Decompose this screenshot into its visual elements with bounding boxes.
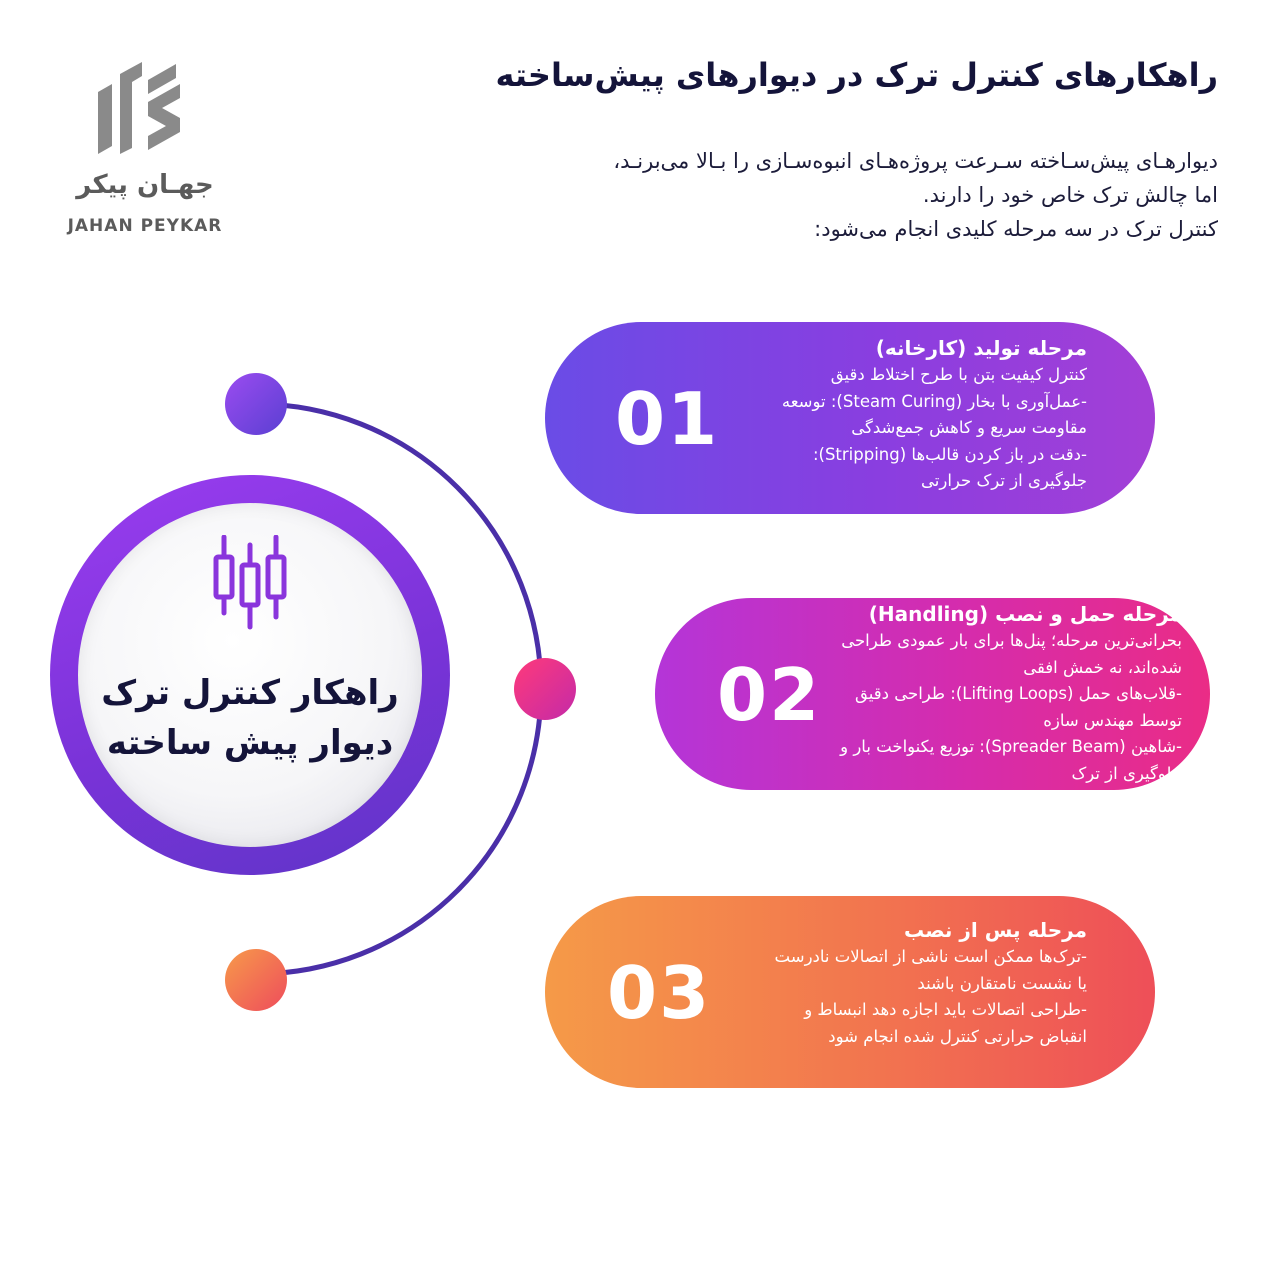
intro-line: دیوارهـای پیش‌سـاخته سـرعت پروژه‌هـای انبوه‌سـازی را بـالا می‌برنـد،: [613, 149, 1218, 173]
step-number: 03: [607, 951, 712, 1035]
step-line: -شاهین (Spreader Beam): توزیع یکنواخت بار و: [840, 737, 1182, 756]
step-line: -طراحی اتصالات باید اجازه دهد انبساط و: [804, 1000, 1087, 1019]
step-heading: مرحله حمل و نصب (Handling): [868, 602, 1182, 626]
step-text: [717, 334, 1087, 495]
step-card-2: [655, 598, 1210, 790]
step-heading: مرحله تولید (کارخانه): [875, 336, 1087, 360]
intro-line: اما چالش ترک خاص خود را دارند.: [922, 183, 1218, 207]
step-text: [812, 600, 1182, 787]
step-number: 02: [717, 653, 822, 737]
center-title: [90, 668, 410, 768]
step-line: -دقت در باز کردن قالب‌ها (Stripping):: [812, 444, 1087, 464]
step-line: انقباض حرارتی کنترل شده انجام شود: [828, 1026, 1087, 1046]
center-title-line: راهکار کنترل ترک: [101, 673, 399, 713]
step-line: مقاومت سریع و کاهش جمع‌شدگی: [851, 418, 1087, 437]
step-line: شده‌اند، نه خمش افقی: [1023, 657, 1182, 677]
brand-name-fa: جهـان پیکر: [76, 170, 214, 200]
step-line: کنترل کیفیت بتن با طرح اختلاط دقیق: [830, 365, 1087, 384]
step-line: -قلاب‌های حمل (Lifting Loops): طراحی دقیق: [855, 684, 1182, 703]
step-text: [697, 916, 1087, 1050]
intro-line: کنترل ترک در سه مرحله کلیدی انجام می‌شود:: [814, 217, 1218, 241]
step-line: -عمل‌آوری با بخار (Steam Curing): توسعه: [781, 391, 1087, 411]
page-title: راهکارهای کنترل ترک در دیوارهای پیش‌ساخته: [495, 56, 1218, 94]
step-card-1: [545, 322, 1155, 514]
step-heading: مرحله پس از نصب: [904, 918, 1087, 942]
step-line: بحرانی‌ترین مرحله؛ پنل‌ها برای بار عمودی طراحی: [841, 631, 1182, 650]
timeline-dot-3: [225, 949, 287, 1011]
timeline-dot-2: [514, 658, 576, 720]
step-line: -ترک‌ها ممکن است ناشی از اتصالات نادرست: [774, 947, 1087, 966]
step-line: یا نشست نامتقارن باشند: [917, 973, 1087, 993]
step-line: جلوگیری از ترک: [1071, 763, 1182, 783]
step-line: توسط مهندس سازه: [1043, 710, 1182, 730]
candlestick-icon: [210, 535, 295, 630]
step-card-3: [545, 896, 1155, 1088]
center-title-line: دیوار پیش ساخته: [106, 723, 394, 763]
timeline-dot-1: [225, 373, 287, 435]
brand-name-en: JAHAN PEYKAR: [67, 216, 223, 236]
step-number: 01: [615, 377, 720, 461]
step-line: جلوگیری از ترک حرارتی: [921, 471, 1087, 490]
